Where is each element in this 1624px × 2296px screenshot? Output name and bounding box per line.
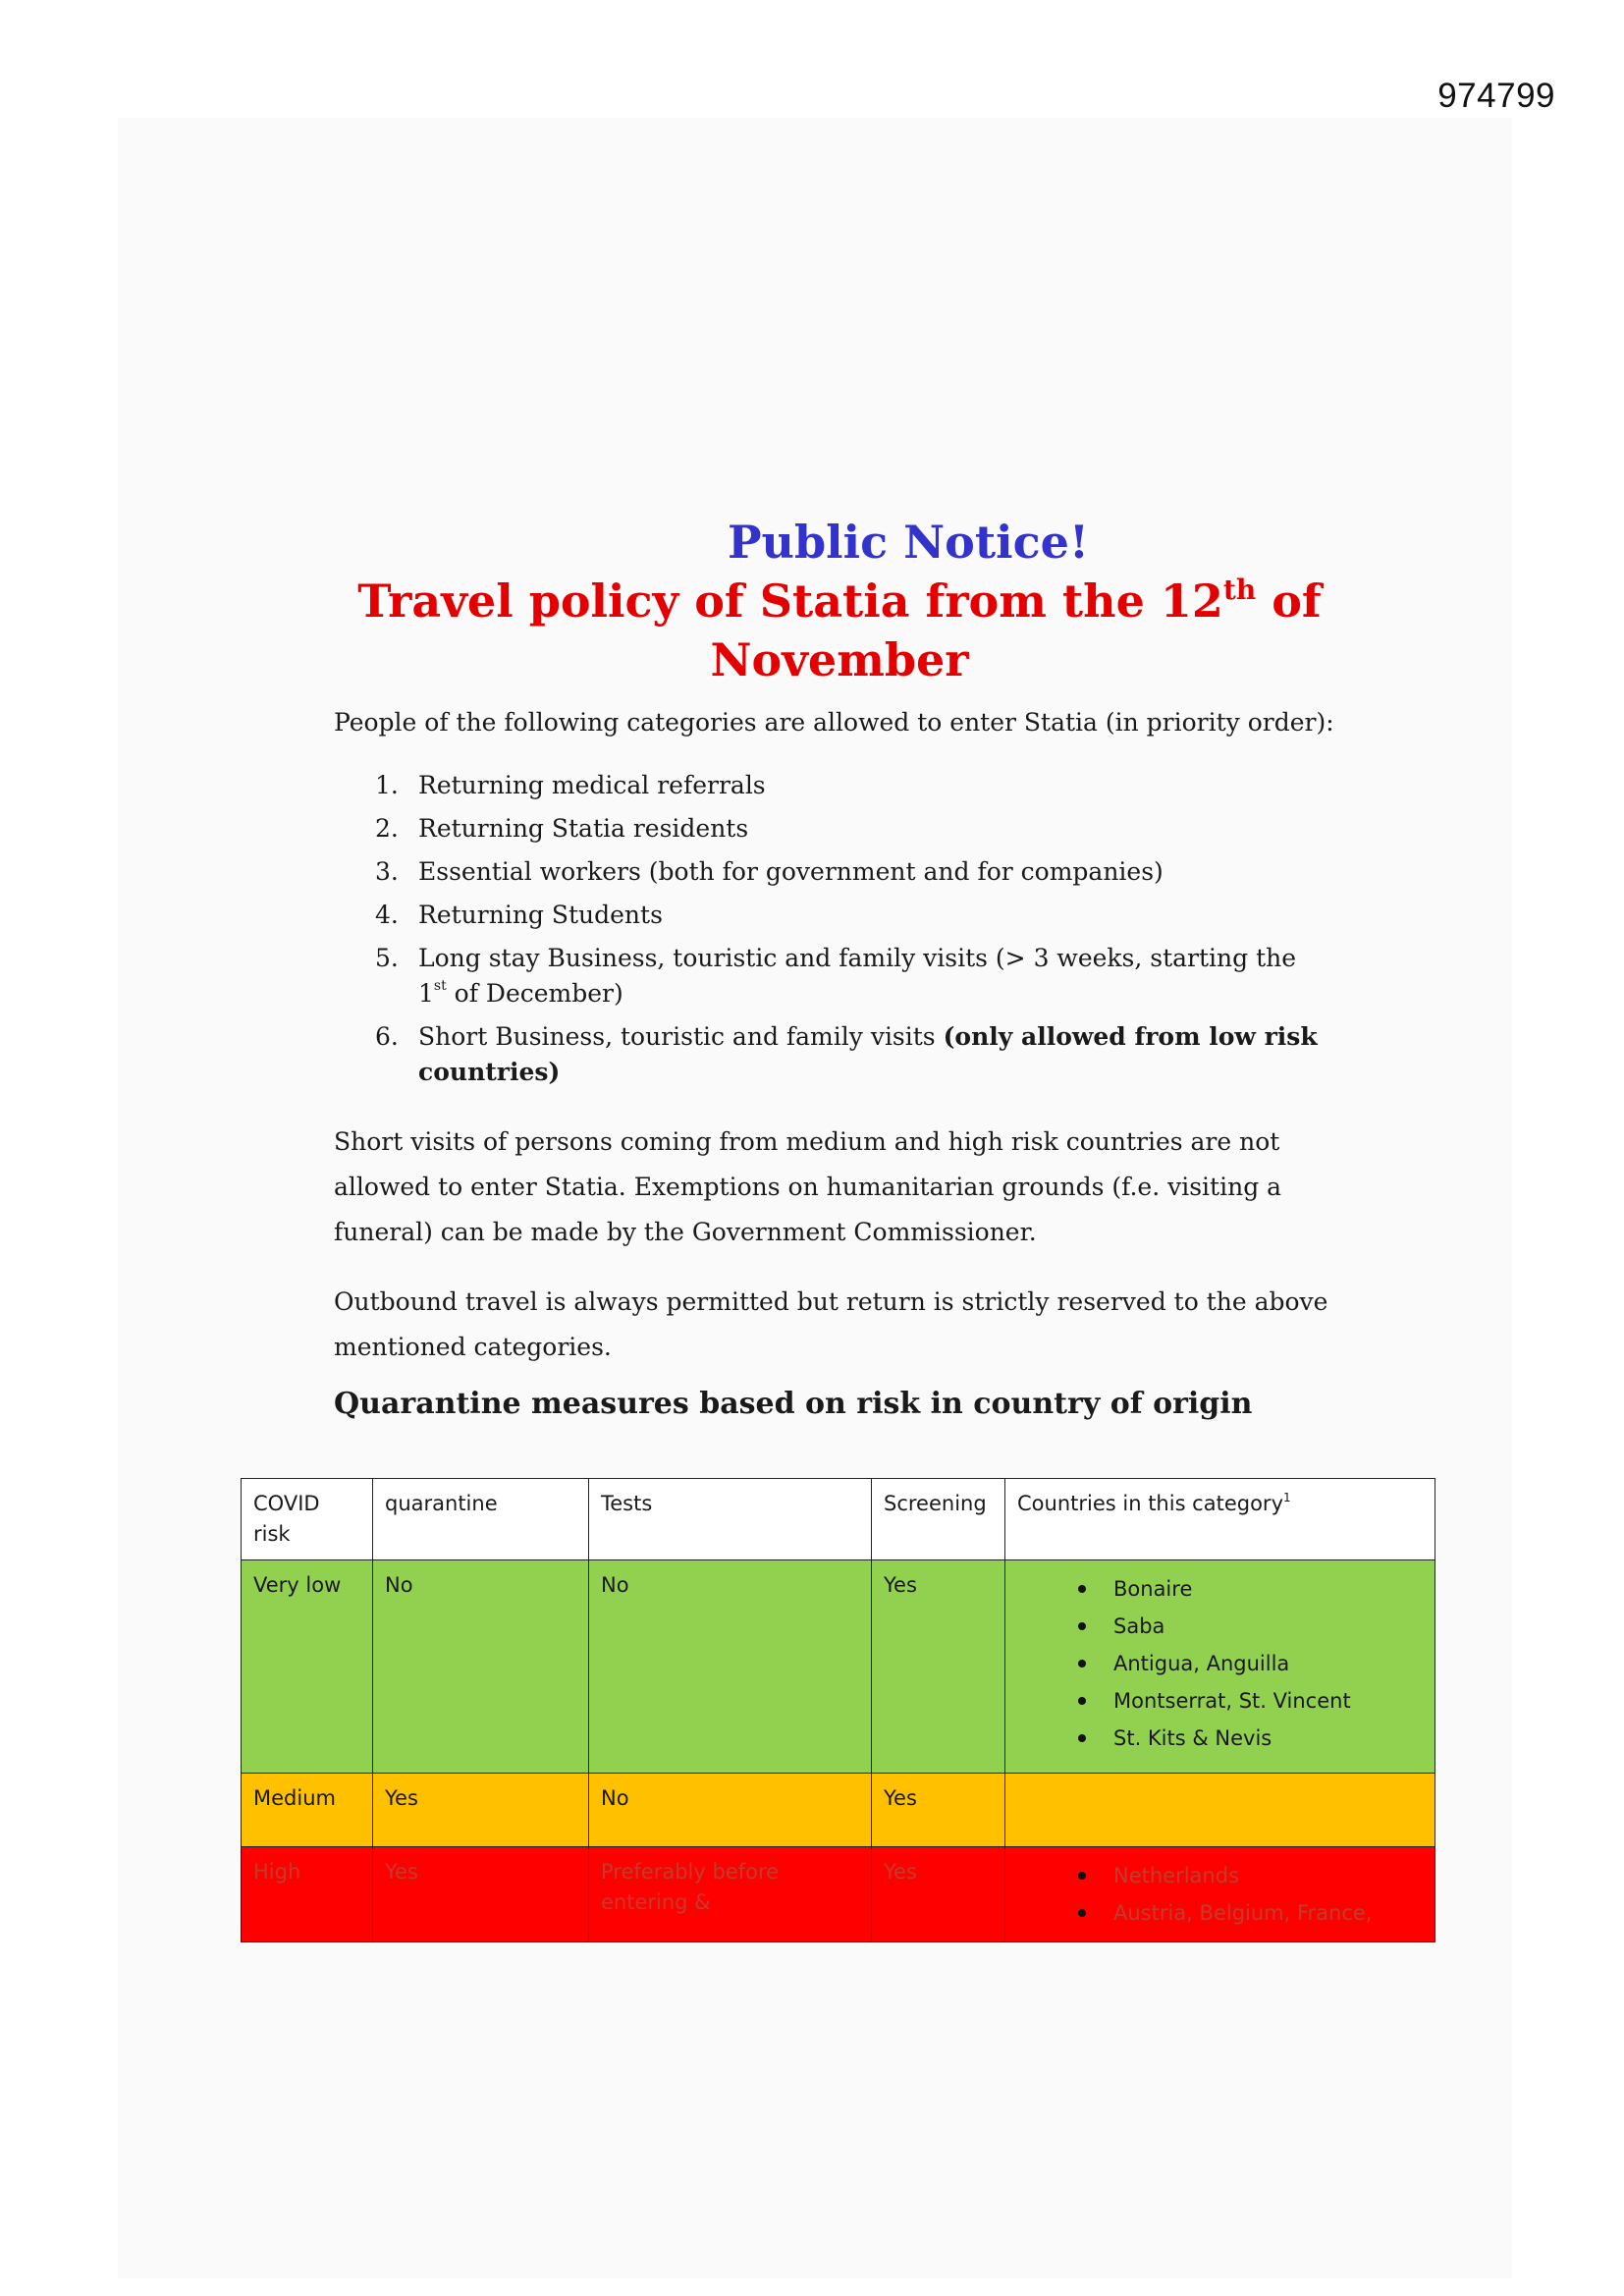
list-number: 6. [375, 1022, 399, 1051]
cell-screening: Yes [872, 1560, 1005, 1774]
list-item-text: Returning Students [418, 901, 663, 929]
quarantine-table [241, 1478, 1435, 1942]
public-notice-title: Public Notice! [727, 516, 1090, 569]
list-item-text: Returning medical referrals [418, 771, 766, 799]
ordinal-suffix: st [433, 978, 447, 994]
ordinal-suffix: th [1222, 574, 1257, 606]
travel-policy-title-month: November [710, 633, 969, 686]
list-item [334, 811, 1326, 847]
country-list [1017, 1570, 1423, 1757]
country-item: Bonaire [1029, 1570, 1423, 1608]
cell-screening: Yes [872, 1774, 1005, 1847]
cell-tests: No [589, 1774, 872, 1847]
list-number: 4. [375, 901, 399, 929]
country-list [1017, 1857, 1423, 1932]
cell-countries [1005, 1560, 1435, 1774]
country-item: Antigua, Anguilla [1029, 1645, 1423, 1682]
travel-policy-title-of: of [1256, 574, 1322, 628]
list-item-text: Returning Statia residents [418, 814, 749, 843]
table-row-high [242, 1847, 1435, 1942]
cell-risk: High [242, 1847, 373, 1942]
cell-quarantine: No [373, 1560, 589, 1774]
list-item-emphasis: (only allowed from low risk countries) [418, 1022, 1318, 1086]
cell-quarantine: Yes [373, 1774, 589, 1847]
short-visits-paragraph: Short visits of persons coming from medium and high risk countries are not allowed to enter Statia. Exemptions on humanitarian grounds (f.e. visiting a funeral) can be made by the Government Commissioner. [334, 1127, 1282, 1246]
cell-screening: Yes [872, 1847, 1005, 1942]
title-block [324, 513, 1355, 689]
header-quarantine: quarantine [373, 1479, 589, 1560]
country-item: St. Kits & Nevis [1029, 1720, 1423, 1757]
list-item-text: Long stay Business, touristic and family visits (> 3 weeks, starting the 1 [418, 944, 1297, 1008]
list-item-text-end: of December) [446, 979, 623, 1008]
list-item [334, 1019, 1326, 1090]
list-number: 1. [375, 771, 399, 799]
outbound-travel-paragraph: Outbound travel is always permitted but return is strictly reserved to the above mentioned categories. [334, 1287, 1328, 1361]
list-number: 5. [375, 944, 399, 972]
header-covid-risk: COVID risk [242, 1479, 373, 1560]
list-item [334, 768, 1326, 803]
cell-tests: Preferably before entering & [589, 1847, 872, 1942]
list-item-text: Short Business, touristic and family visits [418, 1022, 944, 1051]
list-item [334, 854, 1326, 890]
cell-tests: No [589, 1560, 872, 1774]
footnote-marker: 1 [1283, 1491, 1291, 1504]
list-number: 2. [375, 814, 399, 843]
country-item: Netherlands [1029, 1857, 1423, 1894]
list-number: 3. [375, 857, 399, 886]
quarantine-heading: Quarantine measures based on risk in country of origin [334, 1387, 1253, 1421]
table-row-medium [242, 1774, 1435, 1847]
table-row-very-low [242, 1560, 1435, 1774]
document-id: 974799 [1437, 77, 1555, 115]
list-item-text: Essential workers (both for government and for companies) [418, 857, 1164, 886]
travel-policy-title [324, 572, 1355, 630]
header-screening: Screening [872, 1479, 1005, 1560]
country-item: Montserrat, St. Vincent [1029, 1682, 1423, 1720]
list-item [334, 941, 1326, 1011]
country-item: Austria, Belgium, France, [1029, 1894, 1423, 1932]
list-item [334, 898, 1326, 933]
header-countries [1005, 1479, 1435, 1560]
header-tests: Tests [589, 1479, 872, 1560]
table-header-row [242, 1479, 1435, 1560]
cell-risk: Very low [242, 1560, 373, 1774]
cell-countries [1005, 1847, 1435, 1942]
intro-text: People of the following categories are allowed to enter Statia (in priority order): [334, 708, 1334, 737]
country-item: Saba [1029, 1608, 1423, 1645]
cell-countries [1005, 1774, 1435, 1847]
cell-quarantine: Yes [373, 1847, 589, 1942]
cell-risk: Medium [242, 1774, 373, 1847]
travel-policy-title-text: Travel policy of Statia from the 12 [357, 574, 1223, 628]
header-countries-text: Countries in this category [1017, 1492, 1283, 1515]
category-list [334, 768, 1326, 1098]
